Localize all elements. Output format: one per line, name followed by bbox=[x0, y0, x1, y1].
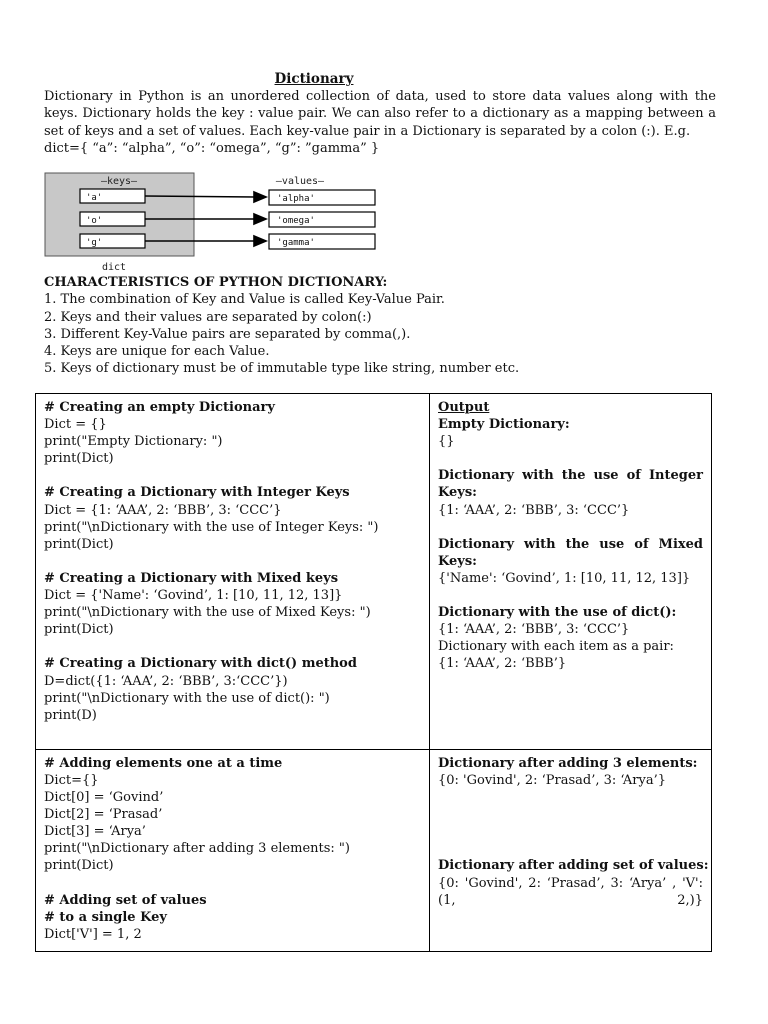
output-value: {0: 'Govind', 2: ‘Prasad’, 3: ‘Arya’ , 'V': (1, 2,)} bbox=[438, 875, 703, 908]
keys-label: —keys— bbox=[100, 176, 138, 187]
code-output-table bbox=[35, 393, 712, 952]
characteristics-heading: CHARACTERISTICS OF PYTHON DICTIONARY: bbox=[44, 275, 388, 290]
output-label: Dictionary with the use of dict(): bbox=[438, 605, 677, 621]
output-value: {1: ‘AAA’, 2: ‘BBB’, 3: ‘CCC’} bbox=[438, 502, 630, 518]
code-line: D=dict({1: ‘AAA’, 2: ‘BBB’, 3:‘CCC’}) bbox=[44, 673, 288, 689]
code-line: Dict[3] = ‘Arya’ bbox=[44, 824, 146, 840]
code-line: Dict = {1: ‘AAA’, 2: ‘BBB’, 3: ‘CCC’} bbox=[44, 502, 282, 518]
characteristic-item: 1. The combination of Key and Value is called Key-Value Pair. bbox=[44, 292, 445, 308]
arrow-a bbox=[145, 196, 256, 197]
code-line: print("\nDictionary with the use of Integer Keys: ") bbox=[44, 519, 379, 535]
code-line: print(Dict) bbox=[44, 858, 114, 874]
output-value: {'Name': ‘Govind’, 1: [10, 11, 12, 13]} bbox=[438, 570, 691, 586]
characteristic-item: 4. Keys are unique for each Value. bbox=[44, 344, 270, 360]
page-title: Dictionary bbox=[274, 71, 354, 87]
output-cell bbox=[430, 394, 712, 750]
output-label: Dictionary after adding set of values: bbox=[438, 858, 709, 874]
output-label: Dictionary after adding 3 elements: bbox=[438, 755, 698, 771]
code-comment: # Adding set of values bbox=[44, 892, 207, 908]
output-label: Dictionary with the use of Integer Keys: bbox=[438, 468, 703, 501]
code-line: Dict[2] = ‘Prasad’ bbox=[44, 807, 163, 823]
code-comment: # Creating a Dictionary with Mixed keys bbox=[44, 570, 339, 586]
output-text: Dictionary with each item as a pair: bbox=[438, 639, 674, 655]
code-comment: # to a single Key bbox=[44, 909, 167, 925]
code-line: print(Dict) bbox=[44, 451, 114, 467]
code-line: print("\nDictionary with the use of dict(): ") bbox=[44, 690, 330, 706]
table-row bbox=[36, 394, 712, 750]
code-cell bbox=[36, 749, 430, 951]
dict-caption: dict bbox=[101, 262, 127, 273]
characteristic-item: 5. Keys of dictionary must be of immutable type like string, number etc. bbox=[44, 361, 520, 377]
arrowhead-o bbox=[254, 214, 266, 224]
characteristic-item: 2. Keys and their values are separated by colon(:) bbox=[44, 309, 372, 325]
code-line: print("\nDictionary after adding 3 elements: ") bbox=[44, 841, 350, 857]
intro-text: Dictionary in Python is an unordered collection of data, used to store data values along with the keys. Dictionary holds the key : value pair. We can also refer to a dictionary as a mapping between a set of keys and a set of values. Each key-value pair in a Dictionary is separated by a colon (:). E.g. bbox=[44, 89, 716, 139]
code-line: print(Dict) bbox=[44, 622, 114, 638]
output-label: Dictionary with the use of Mixed Keys: bbox=[438, 536, 703, 569]
code-line: Dict={} bbox=[44, 772, 99, 788]
value-alpha: 'alpha' bbox=[277, 194, 315, 204]
characteristic-item: 3. Different Key-Value pairs are separated by comma(,). bbox=[44, 326, 411, 342]
key-a: 'a' bbox=[86, 193, 103, 203]
output-value: {0: 'Govind', 2: ‘Prasad’, 3: ‘Arya’} bbox=[438, 772, 666, 788]
output-value: {} bbox=[438, 434, 455, 450]
key-o: 'o' bbox=[86, 216, 103, 226]
code-line: print("\nDictionary with the use of Mixed Keys: ") bbox=[44, 605, 371, 621]
code-cell bbox=[36, 394, 430, 750]
code-line: print(D) bbox=[44, 707, 97, 723]
characteristics-section bbox=[44, 274, 724, 378]
code-line: print("Empty Dictionary: ") bbox=[44, 434, 223, 450]
values-label: —values— bbox=[275, 176, 325, 187]
code-line: Dict = {} bbox=[44, 417, 107, 433]
intro-example: dict={ “a”: “alpha”, “o”: “omega”, “g”: ”gamma” } bbox=[44, 140, 380, 156]
value-omega: 'omega' bbox=[277, 216, 315, 226]
dictionary-mapping-diagram bbox=[44, 171, 384, 275]
code-line: Dict['V'] = 1, 2 bbox=[44, 926, 142, 942]
code-comment: # Adding elements one at a time bbox=[44, 755, 283, 771]
code-comment: # Creating a Dictionary with Integer Keys bbox=[44, 485, 350, 501]
arrowhead-a bbox=[254, 192, 266, 202]
output-heading: Output bbox=[438, 400, 490, 415]
key-g: 'g' bbox=[86, 238, 103, 248]
intro-paragraph bbox=[44, 88, 716, 157]
value-gamma: 'gamma' bbox=[277, 238, 315, 248]
code-line: print(Dict) bbox=[44, 536, 114, 552]
code-line: Dict[0] = ‘Govind’ bbox=[44, 790, 164, 806]
output-value: {1: ‘AAA’, 2: ‘BBB’} bbox=[438, 656, 567, 672]
code-line: Dict = {'Name': ‘Govind’, 1: [10, 11, 12, 13]} bbox=[44, 588, 343, 604]
arrowhead-g bbox=[254, 236, 266, 246]
code-comment: # Creating an empty Dictionary bbox=[44, 400, 275, 415]
output-label: Empty Dictionary: bbox=[438, 417, 570, 433]
table-row bbox=[36, 749, 712, 951]
code-comment: # Creating a Dictionary with dict() method bbox=[44, 656, 357, 672]
output-cell bbox=[430, 749, 712, 951]
output-value: {1: ‘AAA’, 2: ‘BBB’, 3: ‘CCC’} bbox=[438, 622, 630, 638]
